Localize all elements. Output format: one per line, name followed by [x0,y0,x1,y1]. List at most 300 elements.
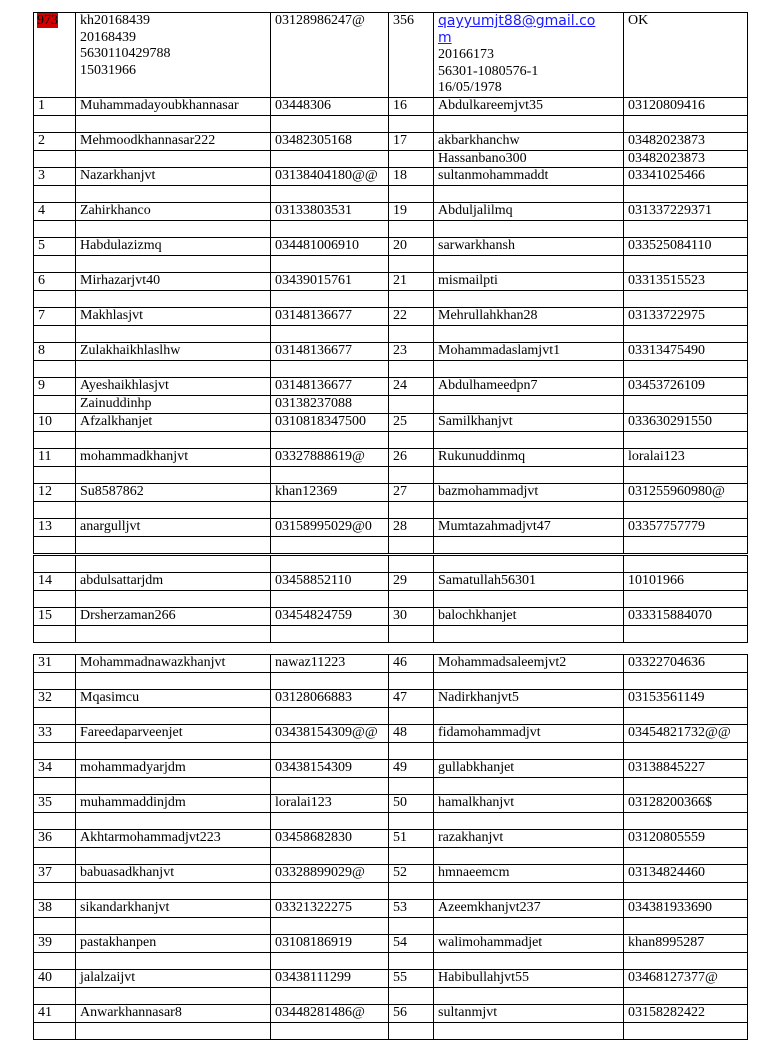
row-number-cell [34,13,76,98]
username-cell: pastakhanpen [76,935,271,953]
spacer-cell [624,1023,748,1040]
spacer-cell [624,501,748,518]
spacer-cell [34,988,76,1005]
password-cell: 033315884070 [624,608,748,626]
username-cell: Nadirkhanjvt5 [434,690,624,708]
username-cell: Muhammadayoubkhannasar [76,97,271,115]
spacer-cell [271,743,389,760]
spacer-cell [624,466,748,483]
spacer-cell [389,953,434,970]
id-cell [76,13,271,98]
spacer-cell [76,431,271,448]
username-cell: akbarkhanchw [434,132,624,150]
spacer-cell [624,536,748,553]
username-cell: fidamohammadjvt [434,725,624,743]
row-number-cell: 11 [34,448,76,466]
username-cell: hmnaeemcm [434,865,624,883]
spacer-cell [389,883,434,900]
spacer-cell [389,626,434,643]
password-cell: 034481006910 [271,238,389,256]
spacer-cell [624,186,748,203]
table-row [34,830,748,848]
username-cell: Mohammadaslamjvt1 [434,343,624,361]
spacer-cell [76,326,271,343]
password-cell: 03321322275 [271,900,389,918]
row-number-cell: 56 [389,1005,434,1023]
spacer-cell [34,256,76,273]
username-cell: Mqasimcu [76,690,271,708]
email-cell [434,13,624,98]
username-cell: Mohammadsaleemjvt2 [434,655,624,673]
row-number-cell: 14 [34,573,76,591]
password-cell: 03438154309@@ [271,725,389,743]
table-row [34,865,748,883]
table-row-spacer [34,291,748,308]
row-number-cell: 28 [389,518,434,536]
spacer-cell [434,396,624,414]
password-cell: 03448281486@ [271,1005,389,1023]
spacer-cell [271,466,389,483]
row-number-cell: 20 [389,238,434,256]
spacer-cell [389,291,434,308]
row-number-cell: 38 [34,900,76,918]
username-cell: babuasadkhanjvt [76,865,271,883]
row-number-cell: 2 [34,132,76,150]
row-number-cell: 1 [34,97,76,115]
password-cell: 03120809416 [624,97,748,115]
row-number-cell: 16 [389,97,434,115]
table-row-empty [34,556,748,573]
username-cell: Mumtazahmadjvt47 [434,518,624,536]
row-number-cell: 25 [389,413,434,431]
table-row-spacer [34,813,748,830]
username-cell: Su8587862 [76,483,271,501]
spacer-cell [434,953,624,970]
spacer-cell [389,988,434,1005]
records-table-3 [33,654,748,1040]
records-table-1 [33,12,748,554]
spacer-cell [389,361,434,378]
spacer-cell [624,115,748,132]
password-cell: 03482023873 [624,132,748,150]
password-cell: 03328899029@ [271,865,389,883]
row-number-cell: 51 [389,830,434,848]
username-cell: razakhanjvt [434,830,624,848]
row-number-cell: 39 [34,935,76,953]
table-row [34,378,748,396]
username-cell: Abduljalilmq [434,203,624,221]
password-cell: 034381933690 [624,900,748,918]
password-cell: 03454824759 [271,608,389,626]
row-number-cell: 17 [389,132,434,150]
row-number-cell: 40 [34,970,76,988]
spacer-cell [389,848,434,865]
spacer-cell [76,186,271,203]
password-cell: 03313515523 [624,273,748,291]
table-row-header [34,13,748,98]
spacer-cell [434,708,624,725]
table-row [34,273,748,291]
username-cell: Samilkhanjvt [434,413,624,431]
spacer-cell [389,221,434,238]
row-number-cell: 12 [34,483,76,501]
table-row [34,655,748,673]
username-cell: mismailpti [434,273,624,291]
username-cell: Makhlasjvt [76,308,271,326]
spacer-cell [76,1023,271,1040]
username-cell: Abdulhameedpn7 [434,378,624,396]
row-number-cell: 26 [389,448,434,466]
spacer-cell [271,813,389,830]
password-cell: 03138237088 [271,396,389,414]
username-cell: Mohammadnawazkhanjvt [76,655,271,673]
spacer-cell [271,115,389,132]
detail-line: 20166173 [438,47,494,62]
row-number-cell: 33 [34,725,76,743]
spacer-cell [34,708,76,725]
spacer-cell [389,536,434,553]
row-number-cell: 37 [34,865,76,883]
spacer-cell [34,221,76,238]
spacer-cell [624,256,748,273]
username-cell: Hassanbano300 [434,150,624,168]
username-cell: Mehmoodkhannasar222 [76,132,271,150]
spacer-cell [76,626,271,643]
password-cell: 03482305168 [271,132,389,150]
spacer-cell [624,778,748,795]
password-cell: 03108186919 [271,935,389,953]
spacer-cell [434,291,624,308]
spacer-cell [271,326,389,343]
table-row [34,935,748,953]
row-number-cell: 31 [34,655,76,673]
spacer-cell [624,708,748,725]
spacer-cell [624,431,748,448]
password-cell: 03148136677 [271,308,389,326]
username-cell: Abdulkareemjvt35 [434,97,624,115]
table-row-spacer [34,673,748,690]
spacer-cell [434,536,624,553]
username-cell: Zulakhaikhlaslhw [76,343,271,361]
row-number-cell: 5 [34,238,76,256]
spacer-cell [34,361,76,378]
id-line: 15031966 [80,62,136,78]
row-number-cell: 50 [389,795,434,813]
spacer-cell [624,988,748,1005]
spacer-cell [34,848,76,865]
table-row-spacer [34,1023,748,1040]
password-cell: 03158995029@0 [271,518,389,536]
password-cell: 03120805559 [624,830,748,848]
password-cell: 03341025466 [624,168,748,186]
spacer-cell [434,626,624,643]
spacer-cell [34,186,76,203]
password-cell: 03458682830 [271,830,389,848]
username-cell: balochkhanjet [434,608,624,626]
table-row-spacer [34,743,748,760]
row-number-cell: 23 [389,343,434,361]
spacer-cell [434,673,624,690]
spacer-cell [389,466,434,483]
password-cell: 03438154309 [271,760,389,778]
username-cell: hamalkhanjvt [434,795,624,813]
username-cell: Azeemkhanjvt237 [434,900,624,918]
spacer-cell [624,291,748,308]
spacer-cell [271,361,389,378]
username-cell: sultanmohammaddt [434,168,624,186]
password-cell: loralai123 [624,448,748,466]
row-number-cell: 21 [389,273,434,291]
username-cell: sarwarkhansh [434,238,624,256]
username-cell: mohammadyarjdm [76,760,271,778]
spacer-cell [271,953,389,970]
spacer-cell [34,883,76,900]
row-number-cell: 55 [389,970,434,988]
row-number-cell: 29 [389,573,434,591]
spacer-cell [271,150,389,168]
row-number-cell: 27 [389,483,434,501]
empty-cell [389,556,434,573]
email-part[interactable]: qayyumjt88@gmail.co [438,13,596,29]
status-cell: OK [624,13,748,98]
spacer-cell [76,743,271,760]
id-line: kh20168439 [80,13,150,28]
password-cell: 03128200366$ [624,795,748,813]
spacer-cell [271,708,389,725]
table-row [34,132,748,150]
spacer-cell [34,953,76,970]
table-row-spacer [34,431,748,448]
spacer-cell [34,626,76,643]
row-number-cell: 24 [389,378,434,396]
spacer-cell [76,466,271,483]
row-number-cell: 4 [34,203,76,221]
table-row-spacer [34,778,748,795]
table-row [34,725,748,743]
email-part[interactable]: m [438,30,452,46]
password-cell: 03313475490 [624,343,748,361]
password-cell: 031337229371 [624,203,748,221]
spacer-cell [34,536,76,553]
row-number-cell: 10 [34,413,76,431]
password-cell: 03148136677 [271,378,389,396]
spacer-cell [389,708,434,725]
table-row [34,608,748,626]
spacer-cell [434,591,624,608]
password-cell: 033525084110 [624,238,748,256]
table-row [34,97,748,115]
spacer-cell [271,291,389,308]
spacer-cell [271,626,389,643]
table-row-spacer [34,536,748,553]
spacer-cell [624,591,748,608]
password-cell: 03133803531 [271,203,389,221]
spacer-cell [624,396,748,414]
row-number-cell: 30 [389,608,434,626]
password-cell: 0310818347500 [271,413,389,431]
spacer-cell [389,918,434,935]
password-cell: 03357757779 [624,518,748,536]
row-number-cell: 49 [389,760,434,778]
password-cell: 03148136677 [271,343,389,361]
spacer-cell [34,326,76,343]
row-number-cell: 32 [34,690,76,708]
email-link[interactable] [438,13,623,47]
password-cell: khan12369 [271,483,389,501]
spacer-cell [434,813,624,830]
password-cell: 03438111299 [271,970,389,988]
table-row [34,795,748,813]
username-cell: muhammaddinjdm [76,795,271,813]
spacer-cell [271,1023,389,1040]
spacer-cell [34,466,76,483]
spacer-cell [434,361,624,378]
table-row [34,573,748,591]
spacer-cell [34,291,76,308]
spacer-cell [434,883,624,900]
row-number-cell: 22 [389,308,434,326]
password-cell: 03128066883 [271,690,389,708]
password-cell: khan8995287 [624,935,748,953]
empty-cell [34,556,76,573]
password-cell: 03327888619@ [271,448,389,466]
table-row [34,970,748,988]
spacer-cell [624,326,748,343]
row-number-cell: 47 [389,690,434,708]
username-cell: Ayeshaikhlasjvt [76,378,271,396]
spacer-cell [389,743,434,760]
password-cell: 03468127377@ [624,970,748,988]
spacer-cell [76,361,271,378]
table-row-spacer [34,361,748,378]
table-row [34,238,748,256]
spacer-cell [34,778,76,795]
table-row-spacer [34,256,748,273]
spacer-cell [34,673,76,690]
row-number-cell: 48 [389,725,434,743]
table-row-spacer [34,186,748,203]
spacer-cell [624,883,748,900]
row-number-cell: 52 [389,865,434,883]
spacer-cell [271,988,389,1005]
spacer-cell [624,848,748,865]
spacer-cell [271,918,389,935]
table-row-spacer [34,953,748,970]
spacer-cell [389,591,434,608]
row-number-cell: 36 [34,830,76,848]
spacer-cell [624,626,748,643]
detail-line: 56301-1080576-1 [438,63,539,79]
table-row-spacer [34,326,748,343]
spacer-cell [434,1023,624,1040]
password-cell: loralai123 [271,795,389,813]
spacer-cell [76,501,271,518]
spacer-cell [434,918,624,935]
spacer-cell [34,431,76,448]
detail-line: 16/05/1978 [438,80,502,95]
spacer-cell [434,466,624,483]
spacer-cell [271,431,389,448]
username-cell: Mirhazarjvt40 [76,273,271,291]
password-cell: 03322704636 [624,655,748,673]
password-cell: 03138845227 [624,760,748,778]
spacer-cell [76,778,271,795]
spacer-cell [34,501,76,518]
table-row-spacer [34,150,748,168]
empty-cell [434,556,624,573]
spacer-cell [434,778,624,795]
spacer-cell [76,953,271,970]
row-number-cell: 6 [34,273,76,291]
username-cell: Samatullah56301 [434,573,624,591]
spacer-cell [624,673,748,690]
spacer-cell [76,813,271,830]
spacer-cell [434,431,624,448]
spacer-cell [271,536,389,553]
table-row-spacer [34,396,748,414]
password-cell: nawaz11223 [271,655,389,673]
table-row-spacer [34,883,748,900]
password-cell: 03439015761 [271,273,389,291]
table-row [34,760,748,778]
username-cell: Rukunuddinmq [434,448,624,466]
row-number-cell: 46 [389,655,434,673]
spacer-cell [271,221,389,238]
records-table-2 [33,555,748,643]
table-row-spacer [34,626,748,643]
row-number-cell: 9 [34,378,76,396]
table-row-spacer [34,466,748,483]
spacer-cell [34,396,76,414]
spacer-cell [389,813,434,830]
spacer-cell [389,256,434,273]
username-cell: gullabkhanjet [434,760,624,778]
password-cell: 10101966 [624,573,748,591]
empty-cell [271,556,389,573]
spacer-cell [389,673,434,690]
spacer-cell [271,778,389,795]
table-row-spacer [34,115,748,132]
spacer-cell [76,848,271,865]
username-cell: Zainuddinhp [76,396,271,414]
spacer-cell [389,1023,434,1040]
spacer-cell [76,256,271,273]
spacer-cell [271,501,389,518]
password-cell: 03133722975 [624,308,748,326]
row-number-cell: 8 [34,343,76,361]
table-row [34,900,748,918]
row-number-cell: 18 [389,168,434,186]
username-cell: Fareedaparveenjet [76,725,271,743]
spacer-cell [271,673,389,690]
id-line: 5630110429788 [80,46,171,61]
spacer-cell [389,396,434,414]
username-cell: bazmohammadjvt [434,483,624,501]
spacer-cell [389,501,434,518]
row-number-cell: 53 [389,900,434,918]
spacer-cell [34,813,76,830]
spacer-cell [624,361,748,378]
password-cell: 033630291550 [624,413,748,431]
spacer-cell [624,953,748,970]
spacer-cell [389,326,434,343]
table-row [34,308,748,326]
password-cell: 03458852110 [271,573,389,591]
spacer-cell [34,743,76,760]
username-cell: Zahirkhanco [76,203,271,221]
table-row [34,203,748,221]
table-row [34,168,748,186]
